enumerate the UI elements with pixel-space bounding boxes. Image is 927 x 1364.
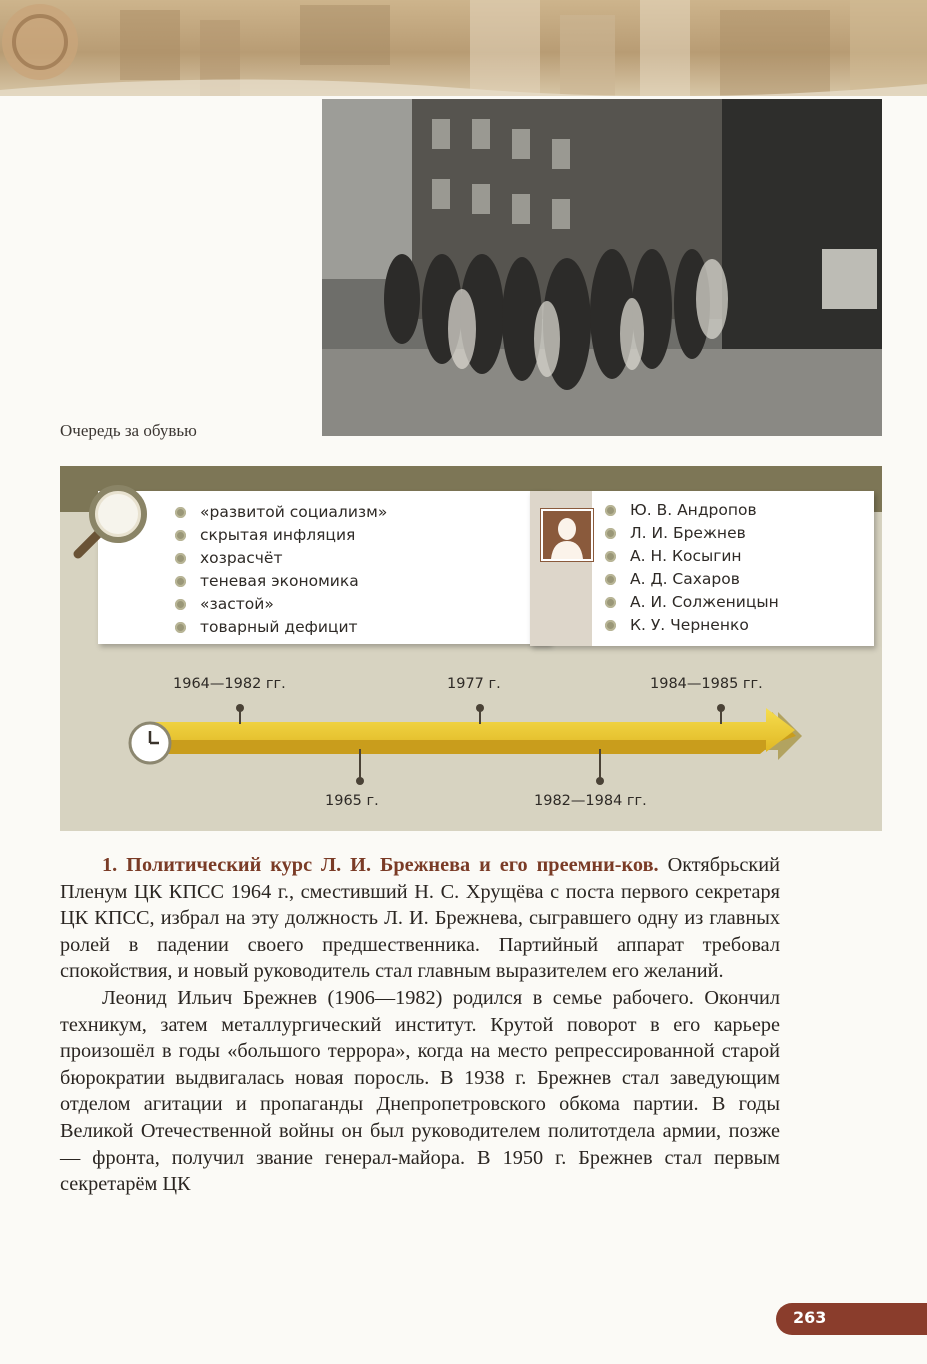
paragraph: 1. Политический курс Л. И. Брежнева и его преемни-ков. Октябрьский Пленум ЦК КПСС 1964 г., сместивший Н. С. Хрущёва с поста первого секретаря ЦК КПСС, избрал на эту должность Л. И. Брежнева, сыгравшего одну из главных ролей в падении своего предшественника. Партийный аппарат требовал спокойствия, и новый руководитель стал главным выразителем его желаний. (60, 854, 780, 983)
page-number-tab (776, 1303, 927, 1335)
timeline-arrow (60, 466, 882, 831)
section-text (60, 852, 780, 1198)
decorative-banner (0, 0, 927, 96)
clock-icon (128, 721, 172, 765)
list-item: А. Н. Косыгин (605, 545, 779, 568)
list-item: теневая экономика (175, 570, 387, 593)
timeline-label: 1982—1984 гг. (534, 793, 647, 809)
timeline-label: 1984—1985 гг. (650, 676, 763, 692)
list-item: А. И. Солженицын (605, 591, 779, 614)
timeline-label: 1964—1982 гг. (173, 676, 286, 692)
list-item: Л. И. Брежнев (605, 522, 779, 545)
list-item: товарный дефицит (175, 616, 387, 639)
list-item: К. У. Черненко (605, 614, 779, 637)
list-item: А. Д. Сахаров (605, 568, 779, 591)
paragraph: Леонид Ильич Брежнев (1906—1982) родился в семье рабочего. Окончил техникум, затем металлургический институт. Крутой поворот в его карьере произошёл в годы «большого террора», когда на место репрессированной старой бюрократии выдвигалась новая поросль. В 1938 г. Брежнев стал заведующим отделом агитации и пропаганды Днепропетровского обкома партии. В годы Великой Отечественной войны он был руководителем политотдела армии, позже — фронта, получил звание генерал-майора. В 1950 г. Брежнев стал первым секретарём ЦК (60, 986, 780, 1196)
key-concepts-panel (60, 466, 882, 831)
photo-caption: Очередь за обувью (60, 421, 197, 440)
section-heading: 1. Политический курс Л. И. Брежнева и его преемни-ков. (102, 854, 659, 876)
list-item: «развитой социализм» (175, 501, 387, 524)
page-number: 263 (793, 1308, 827, 1327)
queue-photo (322, 99, 882, 436)
list-item: хозрасчёт (175, 547, 387, 570)
timeline-label: 1977 г. (447, 676, 501, 692)
list-item: скрытая инфляция (175, 524, 387, 547)
list-item: Ю. В. Андропов (605, 499, 779, 522)
timeline-label: 1965 г. (325, 793, 379, 809)
list-item: «застой» (175, 593, 387, 616)
